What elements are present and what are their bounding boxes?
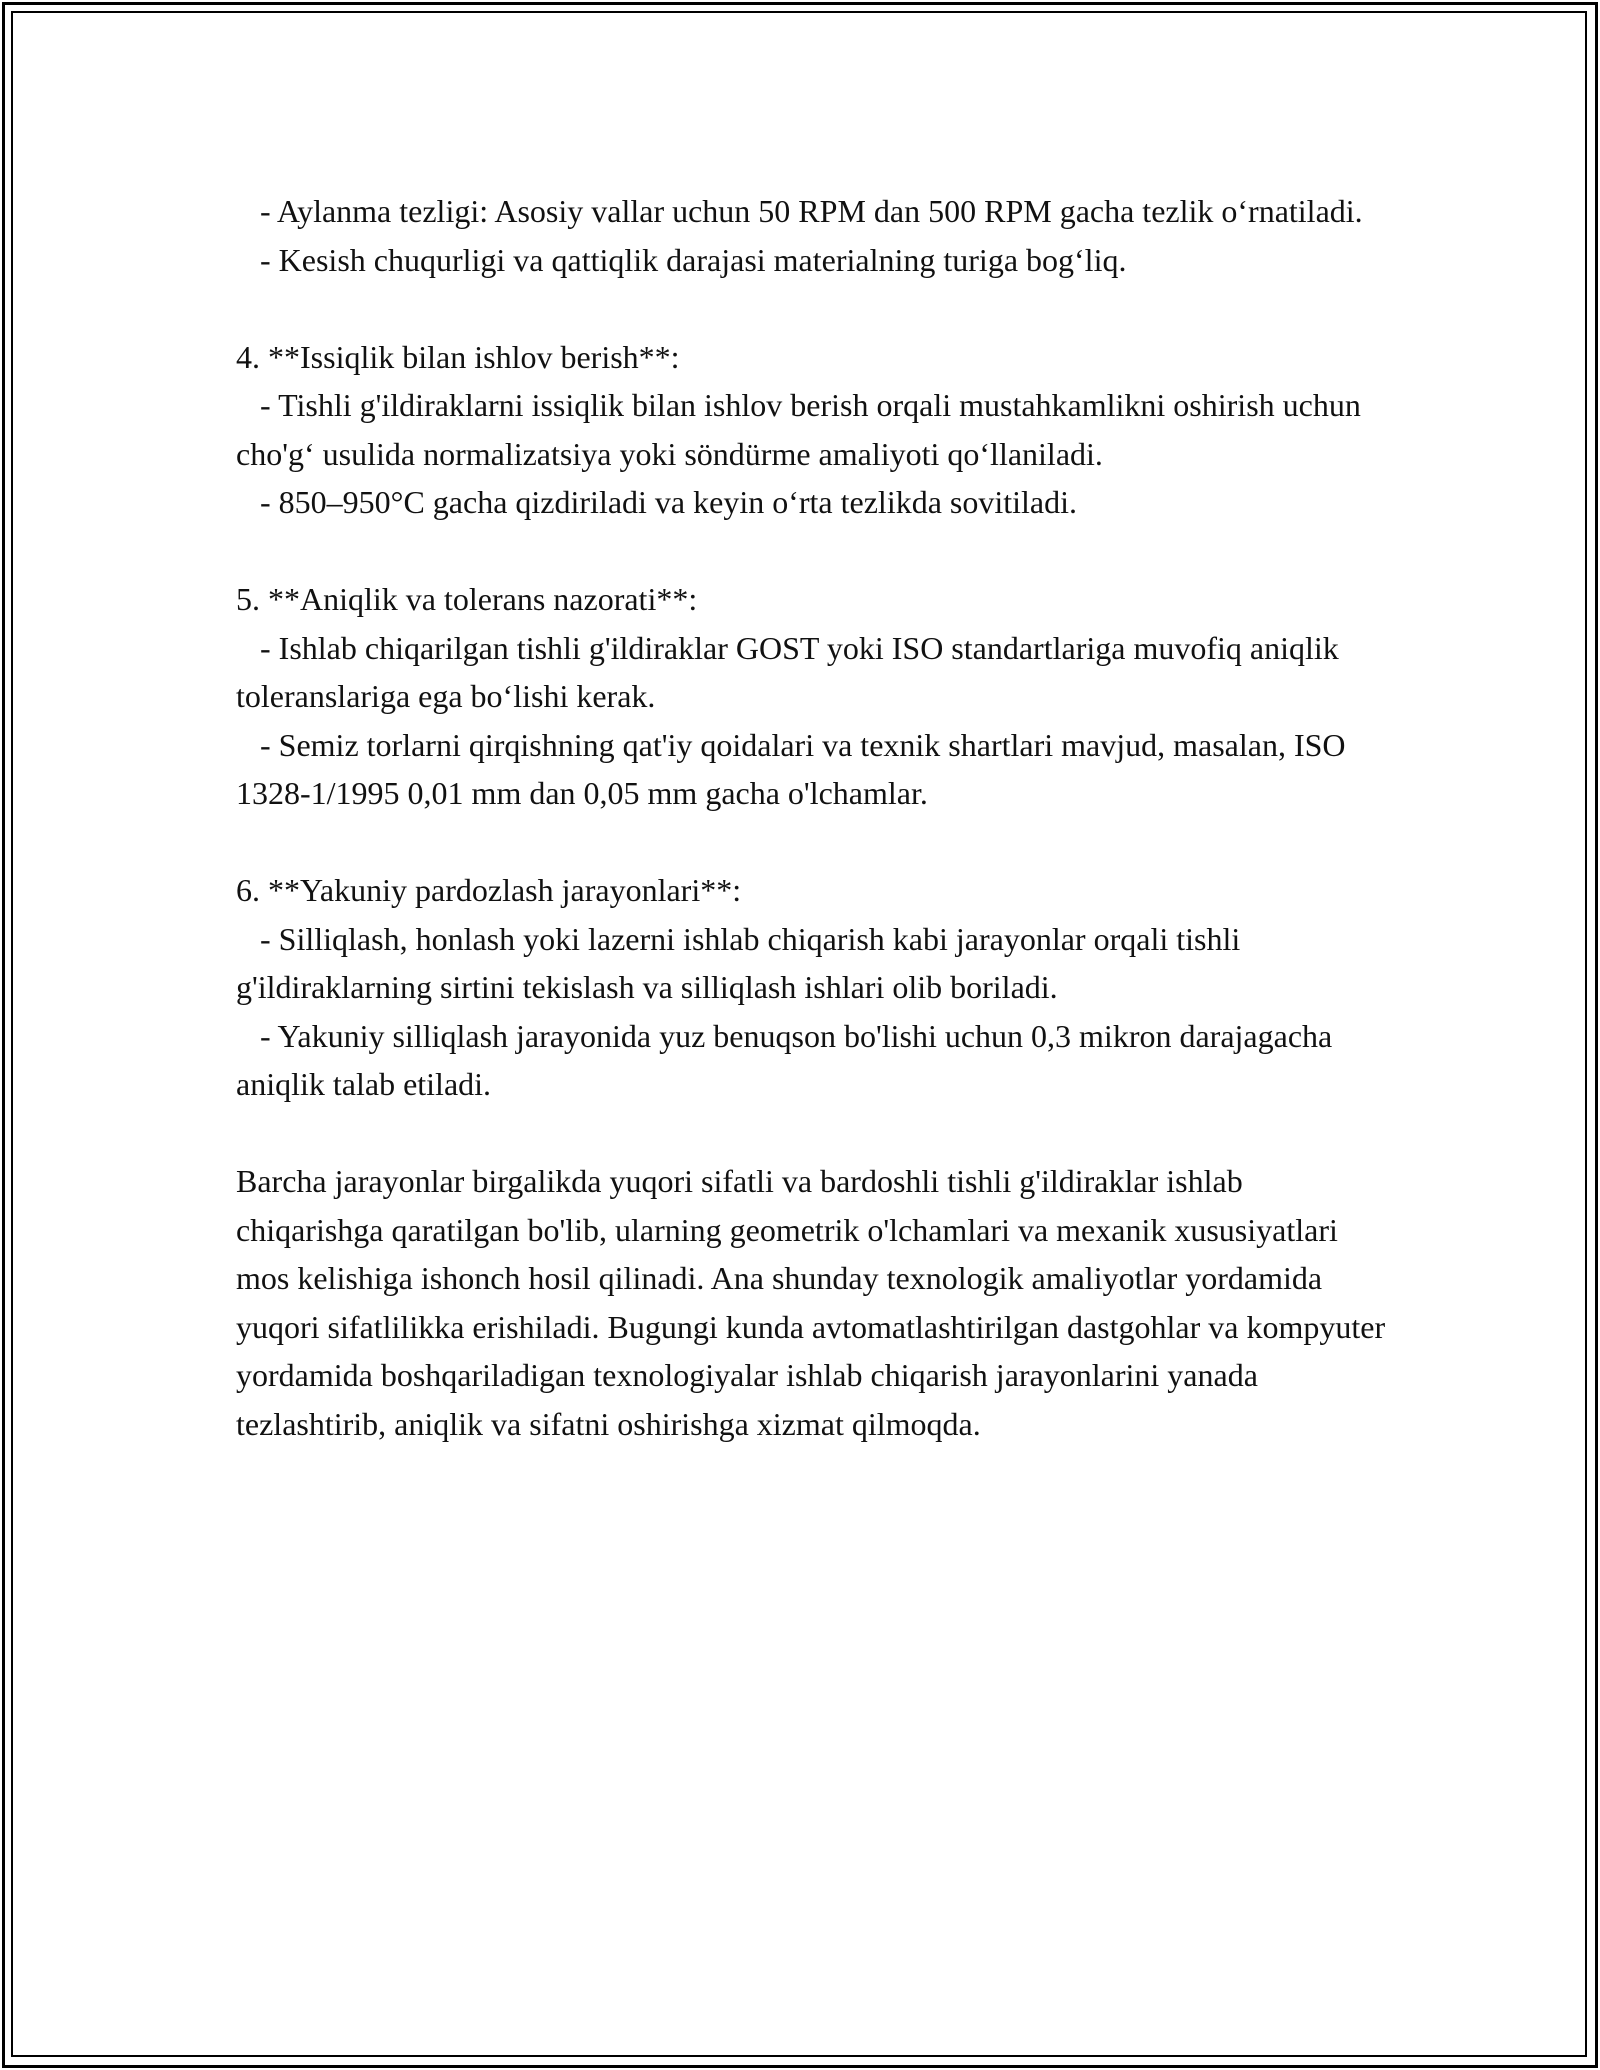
bullet-heat-temperature: - 850–950°C gacha qizdiriladi va keyin o‘rta tezlikda sovitiladi. [236,484,1078,520]
bullet-standards: - Ishlab chiqarilgan tishli g'ildiraklar GOST yoki ISO standartlariga muvofiq aniqlik toleranslariga ega bo‘lishi kerak. [236,629,1339,714]
bullet-final-polishing: - Yakuniy silliqlash jarayonida yuz benuqson bo'lishi uchun 0,3 mikron darajagacha aniqlik talab etiladi. [236,1017,1333,1102]
heading-final-finishing: 6. **Yakuniy pardozlash jarayonlari**: [236,872,742,908]
spacer [236,1109,1386,1158]
document-body [236,187,1386,1448]
bullet-rotation-speed: - Aylanma tezligi: Asosiy vallar uchun 50 RPM dan 500 RPM gacha tezlik o‘rnatiladi. [236,193,1363,229]
spacer [236,284,1386,333]
bullet-iso-tolerance: - Semiz torlarni qirqishning qat'iy qoidalari va texnik shartlari mavjud, masalan, ISO 1328-1/1995 0,01 mm dan 0,05 mm gacha o'lchamlar. [236,726,1346,811]
conclusion-paragraph: Barcha jarayonlar birgalikda yuqori sifatli va bardoshli tishli g'ildiraklar ishlab chiqarishga qaratilgan bo'lib, ularning geometrik o'lchamlari va mexanik xususiyatlari mos kelishiga ishonch hosil qilinadi. Ana shunday texnologik amaliyotlar yordamida yuqori sifatlilikka erishiladi. Bugungi kunda avtomatlashtirilgan dastgohlar va kompyuter yordamida boshqariladigan texnologiyalar ishlab chiqarish jarayonlarini yanada tezlashtirib, aniqlik va sifatni oshirishga xizmat qilmoqda. [236,1163,1386,1442]
spacer [236,818,1386,867]
heading-precision-control: 5. **Aniqlik va tolerans nazorati**: [236,581,698,617]
bullet-cutting-depth: - Kesish chuqurligi va qattiqlik darajasi materialning turiga bog‘liq. [236,241,1127,278]
heading-heat-treatment: 4. **Issiqlik bilan ishlov berish**: [236,338,680,375]
bullet-heat-treatment-method: - Tishli g'ildiraklarni issiqlik bilan ishlov berish orqali mustahkamlikni oshirish uchun cho'g‘ usulida normalizatsiya yoki söndürme amaliyoti qo‘llaniladi. [236,387,1361,472]
bullet-finishing-processes: - Silliqlash, honlash yoki lazerni ishlab chiqarish kabi jarayonlar orqali tishli g'ildiraklarning sirtini tekislash va silliqlash ishlari olib boriladi. [236,920,1241,1005]
spacer [236,527,1386,576]
